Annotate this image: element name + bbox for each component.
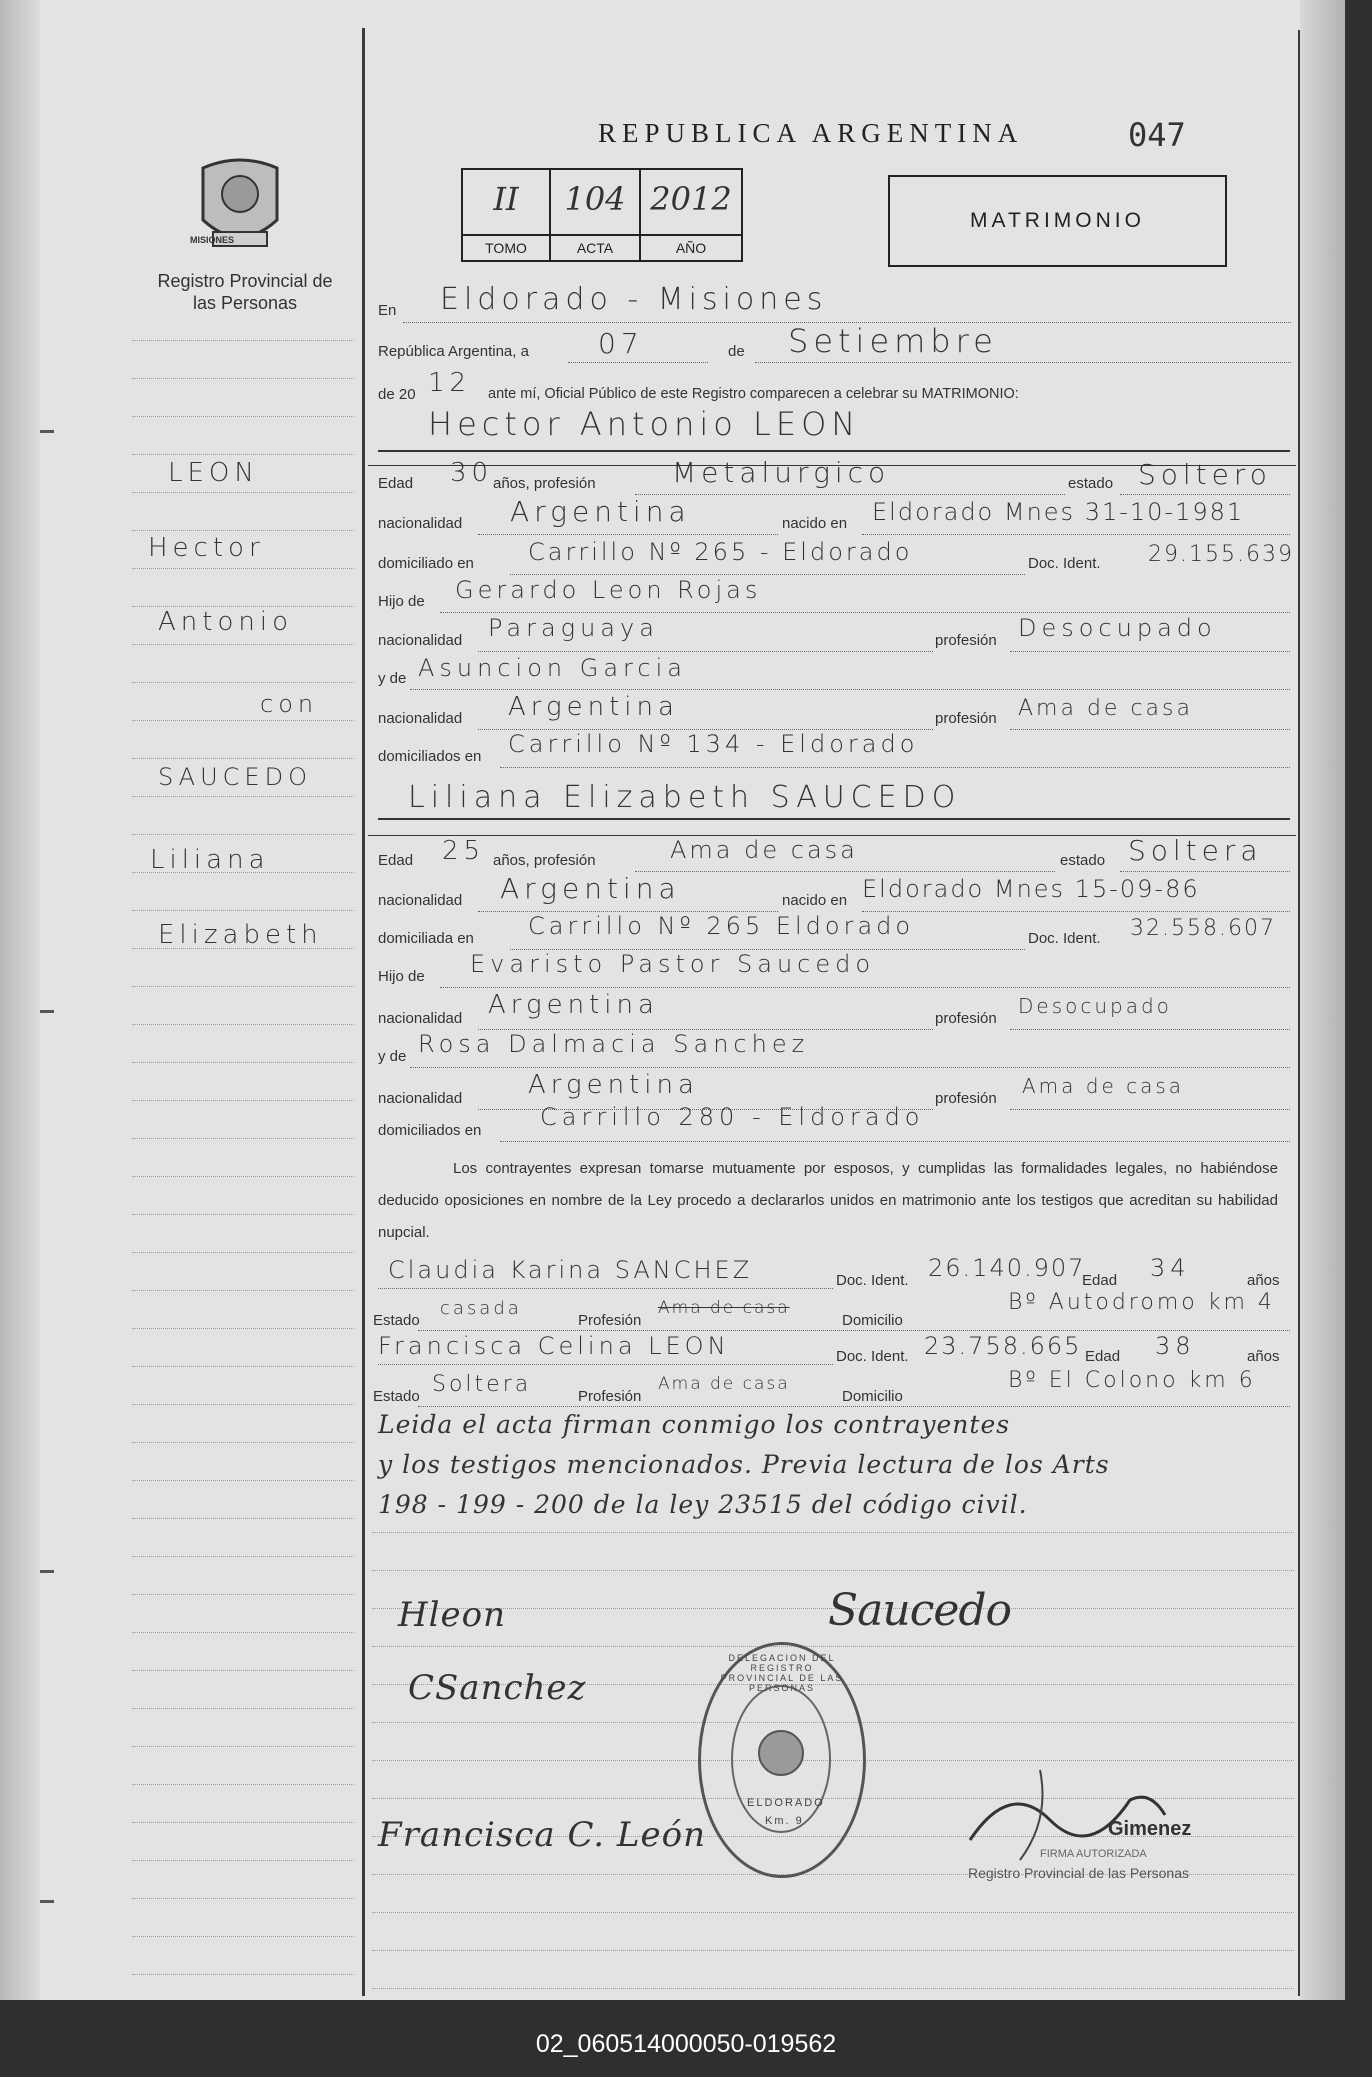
- month-line: [755, 362, 1291, 363]
- margin-rule: [132, 1366, 354, 1367]
- groom-age: 30: [450, 458, 494, 488]
- closing-line-1: Leida el acta firman conmigo los contrayentes: [378, 1410, 1011, 1439]
- margin-rule: [132, 644, 354, 645]
- seal-km: Km. 9: [765, 1815, 804, 1827]
- witness2-domicilio-label: Domicilio: [842, 1388, 903, 1405]
- groom-father-profession: Desocupado: [1018, 614, 1217, 642]
- groom-domiciliados-label: domiciliados en: [378, 748, 482, 765]
- bride-mother-profession: Ama de casa: [1022, 1074, 1185, 1098]
- bride-edad-label: Edad: [378, 852, 414, 869]
- body-rule: [372, 1532, 1294, 1533]
- margin-rule: [132, 1404, 354, 1405]
- witness2-doc-label: Doc. Ident.: [836, 1348, 909, 1365]
- official-seal: [698, 1642, 866, 1878]
- body-rule: [372, 1912, 1294, 1913]
- bride-yde-label: y de: [378, 1048, 407, 1065]
- margin-rule: [132, 1290, 354, 1291]
- bride-father-profession-line: [1010, 1029, 1290, 1030]
- witness1-age: 34: [1150, 1254, 1191, 1282]
- witness1-profesion-label: Profesión: [578, 1312, 642, 1329]
- acta-cell: [551, 170, 641, 260]
- margin-rule: [132, 1784, 354, 1785]
- seal-inner-text: ELDORADO: [747, 1797, 825, 1809]
- witness1-status: casada: [440, 1298, 522, 1319]
- officer-registry: Registro Provincial de las Personas: [968, 1865, 1189, 1881]
- margin-divider-line: [362, 28, 365, 1996]
- bride-profession: Ama de casa: [670, 836, 858, 864]
- body-rule: [372, 1988, 1294, 1989]
- bride-civil-status: Soltera: [1128, 834, 1263, 867]
- groom-name: Hector Antonio LEON: [428, 405, 861, 443]
- bride-estado-label: estado: [1060, 852, 1106, 869]
- witness2-name-line: [378, 1364, 833, 1365]
- bride-father-line: [440, 987, 1290, 988]
- body-rule: [372, 1950, 1294, 1951]
- place-value: Eldorado - Misiones: [440, 282, 828, 317]
- bride-address: Carrillo Nº 265 Eldorado: [528, 912, 915, 940]
- margin-rule: [132, 1670, 354, 1671]
- bride-father-profession: Desocupado: [1018, 994, 1172, 1018]
- closing-line-3: 198 - 199 - 200 de la ley 23515 del código civil.: [378, 1490, 1028, 1519]
- bride-father-profesion-label: profesión: [935, 1010, 997, 1027]
- year-prefix: de 20: [378, 386, 416, 403]
- groom-nationality-line: [478, 534, 778, 535]
- margin-rule: [132, 720, 354, 721]
- tomo-cell: [463, 170, 551, 260]
- bride-birth-line: [862, 911, 1290, 912]
- witness1-doc-label: Doc. Ident.: [836, 1272, 909, 1289]
- groom-nacido-label: nacido en: [782, 515, 848, 532]
- margin-rule: [132, 1860, 354, 1861]
- bride-birth: Eldorado Mnes 15-09-86: [862, 875, 1200, 903]
- witness2-estado-line: [418, 1406, 1290, 1407]
- body-rule: [372, 1646, 1294, 1647]
- margin-name-middle: Antonio: [158, 607, 293, 637]
- groom-domiciliado-label: domiciliado en: [378, 555, 474, 572]
- bride-age: 25: [442, 836, 486, 866]
- margin-rule: [132, 1936, 354, 1937]
- margin-rule: [132, 1138, 354, 1139]
- groom-mother-nationality: Argentina: [508, 692, 679, 722]
- margin-bride-middle: Elizabeth: [158, 920, 323, 950]
- witness1-estado-label: Estado: [373, 1312, 420, 1329]
- bride-doc: 32.558.607: [1130, 916, 1276, 941]
- tomo-label: TOMO: [463, 234, 549, 260]
- groom-father-nationality: Paraguaya: [488, 614, 659, 642]
- bride-profession-line: [635, 871, 1055, 872]
- groom-father-profession-line: [1010, 651, 1290, 652]
- groom-name-line: [378, 450, 1290, 452]
- groom-edad-label: Edad: [378, 475, 414, 492]
- anio-cell: [641, 170, 741, 260]
- anio-label: AÑO: [641, 234, 741, 260]
- body-rule: [372, 1570, 1294, 1571]
- witness2-estado-label: Estado: [373, 1388, 420, 1405]
- margin-rule: [132, 834, 354, 835]
- acta-value: 104: [564, 180, 626, 218]
- witness1-estado-line: [418, 1330, 1290, 1331]
- witness2-profession: Ama de casa: [658, 1374, 790, 1394]
- de-label: de: [728, 343, 745, 360]
- margin-rule: [132, 910, 354, 911]
- scan-id-caption: 02_060514000050-019562: [535, 2030, 837, 2058]
- groom-estado-line: [1120, 494, 1290, 495]
- intro-statement: ante mí, Oficial Público de este Registro comparecen a celebrar su MATRIMONIO:: [488, 386, 1019, 402]
- groom-nacionalidad-label: nacionalidad: [378, 515, 463, 532]
- witness2-signature: Francisca C. León: [378, 1815, 706, 1855]
- groom-address-line: [510, 574, 1025, 575]
- margin-rule: [132, 1708, 354, 1709]
- page-number: 047: [1128, 116, 1186, 154]
- margin-rule: [132, 1822, 354, 1823]
- margin-rule: [132, 1100, 354, 1101]
- bride-parents-address-line: [500, 1141, 1290, 1142]
- witness1-signature: CSanchez: [408, 1668, 587, 1708]
- margin-name-first: Hector: [148, 533, 265, 563]
- groom-yde-label: y de: [378, 670, 407, 687]
- binding-hole: [40, 1900, 54, 1903]
- bride-nationality: Argentina: [500, 872, 681, 905]
- margin-rule: [132, 1746, 354, 1747]
- groom-father-line: [440, 612, 1290, 613]
- margin-rule: [132, 1442, 354, 1443]
- country-title: REPUBLICA ARGENTINA: [598, 118, 1024, 148]
- margin-rule: [132, 796, 354, 797]
- groom-doc: 29.155.639: [1148, 542, 1294, 567]
- record-type-box: MATRIMONIO: [888, 175, 1227, 267]
- margin-rule: [132, 568, 354, 569]
- witness2-edad-label: Edad: [1085, 1348, 1121, 1365]
- witness2-anos-label: años: [1247, 1348, 1280, 1365]
- margin-bride-first: Liliana: [150, 845, 270, 875]
- groom-father-profesion-label: profesión: [935, 632, 997, 649]
- bride-doc-label: Doc. Ident.: [1028, 930, 1101, 947]
- bride-estado-line: [1120, 871, 1290, 872]
- groom-hijo-label: Hijo de: [378, 593, 425, 610]
- groom-address: Carrillo Nº 265 - Eldorado: [528, 538, 913, 566]
- bride-hijo-label: Hijo de: [378, 968, 425, 985]
- crest-label: MISIONES: [190, 235, 235, 245]
- margin-rule: [132, 1214, 354, 1215]
- margin-rule: [132, 1594, 354, 1595]
- margin-rule: [132, 340, 354, 341]
- groom-civil-status: Soltero: [1138, 458, 1272, 491]
- witness1-domicilio-label: Domicilio: [842, 1312, 903, 1329]
- bride-mother-line: [410, 1067, 1290, 1068]
- seal-crest-icon: [753, 1725, 809, 1781]
- bride-name: Liliana Elizabeth SAUCEDO: [408, 780, 962, 815]
- margin-bride-surname: SAUCEDO: [158, 763, 312, 791]
- acta-label: ACTA: [551, 234, 639, 260]
- witness2-age: 38: [1155, 1332, 1196, 1360]
- witness1-name-line: [378, 1288, 833, 1289]
- bride-anos-profesion-label: años, profesión: [493, 852, 596, 869]
- groom-profession: Metalurgico: [672, 456, 891, 489]
- witness1-name: Claudia Karina SANCHEZ: [388, 1256, 753, 1284]
- bride-nacionalidad-label: nacionalidad: [378, 892, 463, 909]
- margin-rule: [132, 530, 354, 531]
- bride-mother: Rosa Dalmacia Sanchez: [418, 1030, 810, 1058]
- margin-rule: [132, 1556, 354, 1557]
- margin-rule: [132, 1024, 354, 1025]
- groom-doc-label: Doc. Ident.: [1028, 555, 1101, 572]
- republica-label: República Argentina, a: [378, 343, 529, 360]
- margin-rule: [132, 1480, 354, 1481]
- margin-con: con: [260, 690, 319, 718]
- groom-father: Gerardo Leon Rojas: [455, 576, 762, 604]
- bride-father-nacionalidad-label: nacionalidad: [378, 1010, 463, 1027]
- margin-rule: [132, 1176, 354, 1177]
- margin-rule: [132, 1252, 354, 1253]
- officer-title: FIRMA AUTORIZADA: [1040, 1848, 1147, 1860]
- groom-nationality: Argentina: [510, 495, 691, 528]
- witness1-profession: Ama de casa: [658, 1298, 790, 1318]
- margin-rule: [132, 416, 354, 417]
- bride-mother-nacionalidad-label: nacionalidad: [378, 1090, 463, 1107]
- groom-father-nacionalidad-label: nacionalidad: [378, 632, 463, 649]
- bride-parents-address: Carrillo 280 - Eldorado: [540, 1103, 925, 1131]
- witness1-anos-label: años: [1247, 1272, 1280, 1289]
- page-binding: [0, 0, 40, 2000]
- day-value: 07: [598, 327, 644, 360]
- witness1-edad-label: Edad: [1082, 1272, 1118, 1289]
- anio-value: 2012: [650, 180, 732, 218]
- month-value: Setiembre: [788, 322, 998, 360]
- bride-mother-profesion-label: profesión: [935, 1090, 997, 1107]
- bride-mother-profession-line: [1010, 1109, 1290, 1110]
- closing-line-2: y los testigos mencionados. Previa lectura de los Arts: [378, 1450, 1110, 1479]
- witness2-name: Francisca Celina LEON: [378, 1332, 730, 1360]
- groom-signature: Hleon: [398, 1595, 507, 1635]
- groom-mother: Asuncion Garcia: [418, 654, 687, 682]
- witness2-address: Bº El Colono km 6: [1008, 1368, 1256, 1393]
- margin-rule: [132, 758, 354, 759]
- registry-name: Registro Provincial de las Personas: [157, 271, 333, 313]
- groom-birth-line: [862, 534, 1290, 535]
- bride-domiciliada-label: domiciliada en: [378, 930, 474, 947]
- margin-rule: [132, 1062, 354, 1063]
- witness1-doc: 26.140.907: [928, 1254, 1086, 1282]
- bride-mother-nationality: Argentina: [528, 1070, 699, 1100]
- groom-parents-address-line: [500, 767, 1290, 768]
- witness2-doc: 23.758.665: [924, 1332, 1082, 1360]
- groom-mother-nacionalidad-label: nacionalidad: [378, 710, 463, 727]
- groom-estado-label: estado: [1068, 475, 1114, 492]
- day-line: [568, 362, 708, 363]
- groom-profession-line: [635, 494, 1065, 495]
- witness2-status: Soltera: [432, 1372, 532, 1397]
- groom-mother-line: [410, 689, 1290, 690]
- groom-birth: Eldorado Mnes 31-10-1981: [872, 498, 1245, 526]
- witness1-address: Bº Autodromo km 4: [1008, 1290, 1275, 1315]
- bride-domiciliados-label: domiciliados en: [378, 1122, 482, 1139]
- officer-name: Gimenez: [1108, 1818, 1192, 1840]
- page-edge-shadow: [1300, 0, 1345, 2000]
- margin-name-surname: LEON: [168, 458, 259, 488]
- margin-rule: [132, 1518, 354, 1519]
- groom-parents-address: Carrillo Nº 134 - Eldorado: [508, 730, 919, 758]
- groom-mother-profession: Ama de casa: [1018, 696, 1193, 721]
- declaration-text: Los contrayentes expresan tomarse mutuamente por esposos, y cumplidas las formalidades legales, no habiéndose deducido oposiciones en nombre de la Ley procedo a declararlos unidos en matrimonio ante los testigos que acreditan su habilidad nupcial.: [378, 1160, 1278, 1241]
- margin-rule: [132, 492, 354, 493]
- bride-signature: Saucedo: [828, 1585, 1012, 1636]
- margin-rule: [132, 1898, 354, 1899]
- groom-anos-profesion-label: años, profesión: [493, 475, 596, 492]
- groom-father-nationality-line: [478, 651, 933, 652]
- bride-father-nationality: Argentina: [488, 990, 659, 1020]
- binding-hole: [40, 1010, 54, 1013]
- groom-mother-profesion-label: profesión: [935, 710, 997, 727]
- witness2-profesion-label: Profesión: [578, 1388, 642, 1405]
- tomo-value: II: [493, 180, 519, 218]
- margin-rule: [132, 378, 354, 379]
- binding-hole: [40, 1570, 54, 1573]
- margin-rule: [132, 1632, 354, 1633]
- binding-hole: [40, 430, 54, 433]
- bride-father: Evaristo Pastor Saucedo: [470, 950, 876, 978]
- bride-name-line: [378, 818, 1290, 820]
- record-number-box: [461, 168, 743, 262]
- margin-rule: [132, 454, 354, 455]
- right-border-line: [1298, 30, 1300, 1996]
- groom-mother-profession-line: [1010, 729, 1290, 730]
- margin-rule: [132, 1974, 354, 1975]
- seal-outer-text: DELEGACION DEL REGISTRO PROVINCIAL DE LAS PERSONAS: [720, 1653, 844, 1693]
- margin-rule: [132, 1328, 354, 1329]
- en-label: En: [378, 302, 397, 319]
- bride-nacido-label: nacido en: [782, 892, 848, 909]
- margin-rule: [132, 986, 354, 987]
- margin-rule: [132, 682, 354, 683]
- year-suffix: 12: [428, 368, 472, 398]
